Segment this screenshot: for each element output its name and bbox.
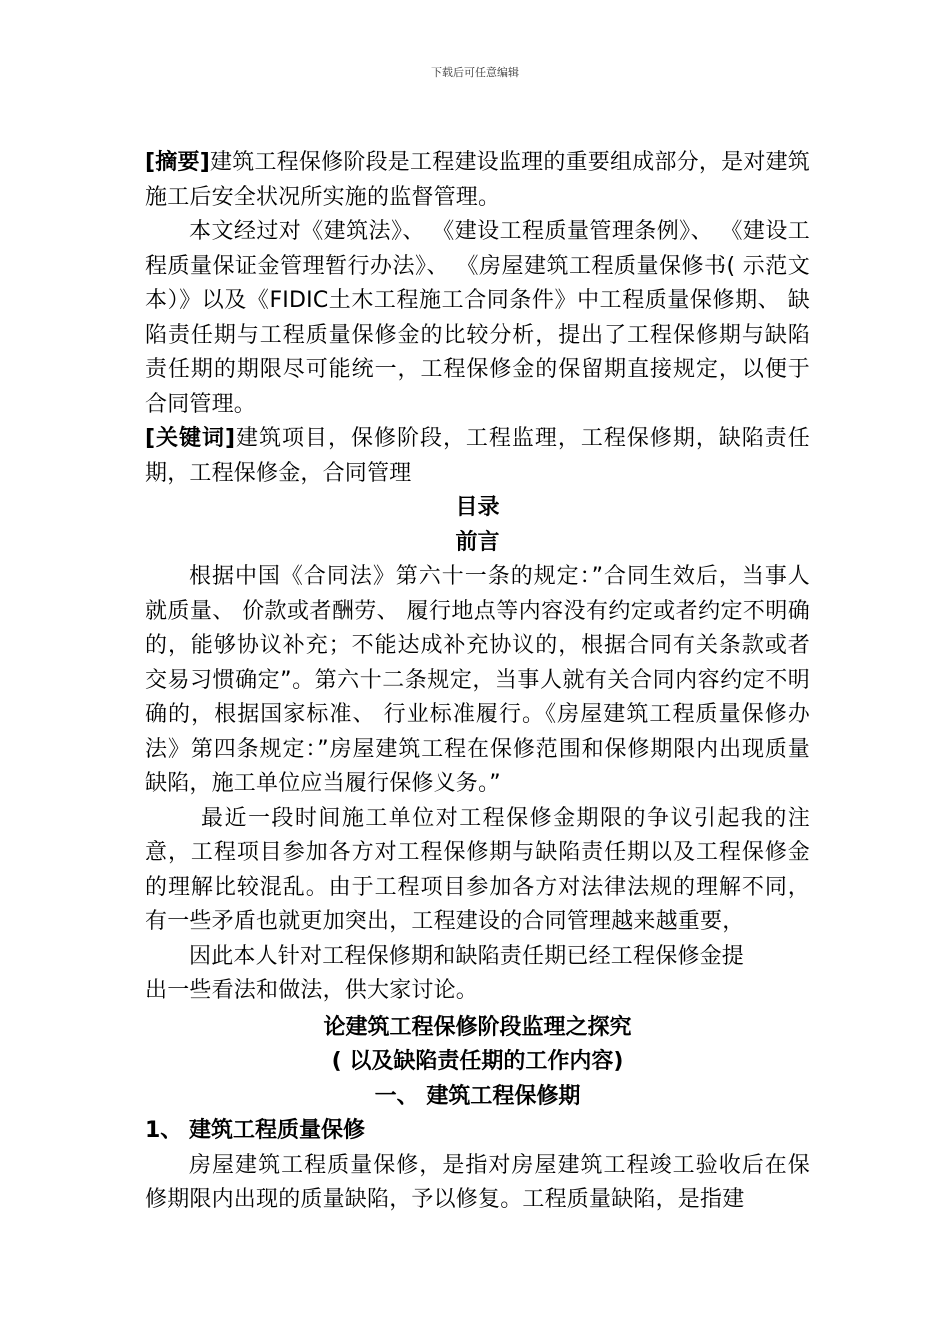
preface-paragraph-3: 因此本人针对工程保修期和缺陷责任期已经工程保修金提: [189, 943, 745, 969]
document-body: [145, 146, 810, 1218]
toc-title: 目录: [455, 495, 500, 520]
abstract-paragraph: [145, 146, 810, 215]
main-title: 论建筑工程保修阶段监理之探究: [323, 1014, 632, 1040]
subsection-1-number: 1、: [145, 1118, 183, 1143]
preface-paragraph-4: 出一些看法和做法，供大家讨论。: [145, 978, 479, 1003]
keywords-text: 建筑项目，保修阶段，工程监理，工程保修期，缺陷责任期，工程保修金，合同管理: [145, 426, 810, 486]
page-header-note: 下载后可任意编辑: [431, 66, 519, 79]
keywords-label: [关键词]: [145, 426, 236, 451]
preface-title: 前言: [455, 529, 500, 555]
abstract-body-paragraph: 本文经过对《建筑法》、 《建设工程质量管理条例》、 《建设工程质量保证金管理暂行办法》、 《房屋建筑工程质量保修书( 示范文本）》以及《FIDIC土木工程施工合同条件》中工程质量保修期、 缺陷责任期与工程质量保修金的比较分析，提出了工程保修期与缺陷责任期的期限尽可能统一，工程保修金的保留期直接规定，以便于合同管理。: [145, 219, 810, 417]
abstract-text: 建筑工程保修阶段是工程建设监理的重要组成部分，是对建筑施工后安全状况所实施的监督管理。: [145, 150, 810, 210]
subsection-1-title: 建筑工程质量保修: [189, 1118, 366, 1143]
keywords-paragraph: [145, 422, 810, 491]
subsection-1-text: 房屋建筑工程质量保修，是指对房屋建筑工程竣工验收后在保修期限内出现的质量缺陷，予以修复。工程质量缺陷，是指建: [145, 1152, 810, 1212]
subtitle: ( 以及缺陷责任期的工作内容): [331, 1049, 624, 1074]
preface-paragraph-2: 最近一段时间施工单位对工程保修金期限的争议引起我的注意，工程项目参加各方对工程保修期与缺陷责任期以及工程保修金的理解比较混乱。由于工程项目参加各方对法律法规的理解不同，有一些矛盾也就更加突出，工程建设的合同管理越来越重要，: [145, 805, 810, 934]
section-1-title: 一、 建筑工程保修期: [374, 1083, 581, 1109]
abstract-label: [摘要]: [145, 150, 210, 175]
preface-paragraph-1: 根据中国《合同法》第六十一条的规定：”合同生效后，当事人就质量、 价款或者酬劳、 履行地点等内容没有约定或者约定不明确的，能够协议补充；不能达成补充协议的，根据合同有关条款或者交易习惯确定”。第六十二条规定，当事人就有关合同内容约定不明确的，根据国家标准、 行业标准履行。《房屋建筑工程质量保修办法》第四条规定：”房屋建筑工程在保修范围和保修期限内出现质量缺陷，施工单位应当履行保修义务。”: [145, 564, 810, 796]
subsection-1-heading: [145, 1114, 810, 1149]
